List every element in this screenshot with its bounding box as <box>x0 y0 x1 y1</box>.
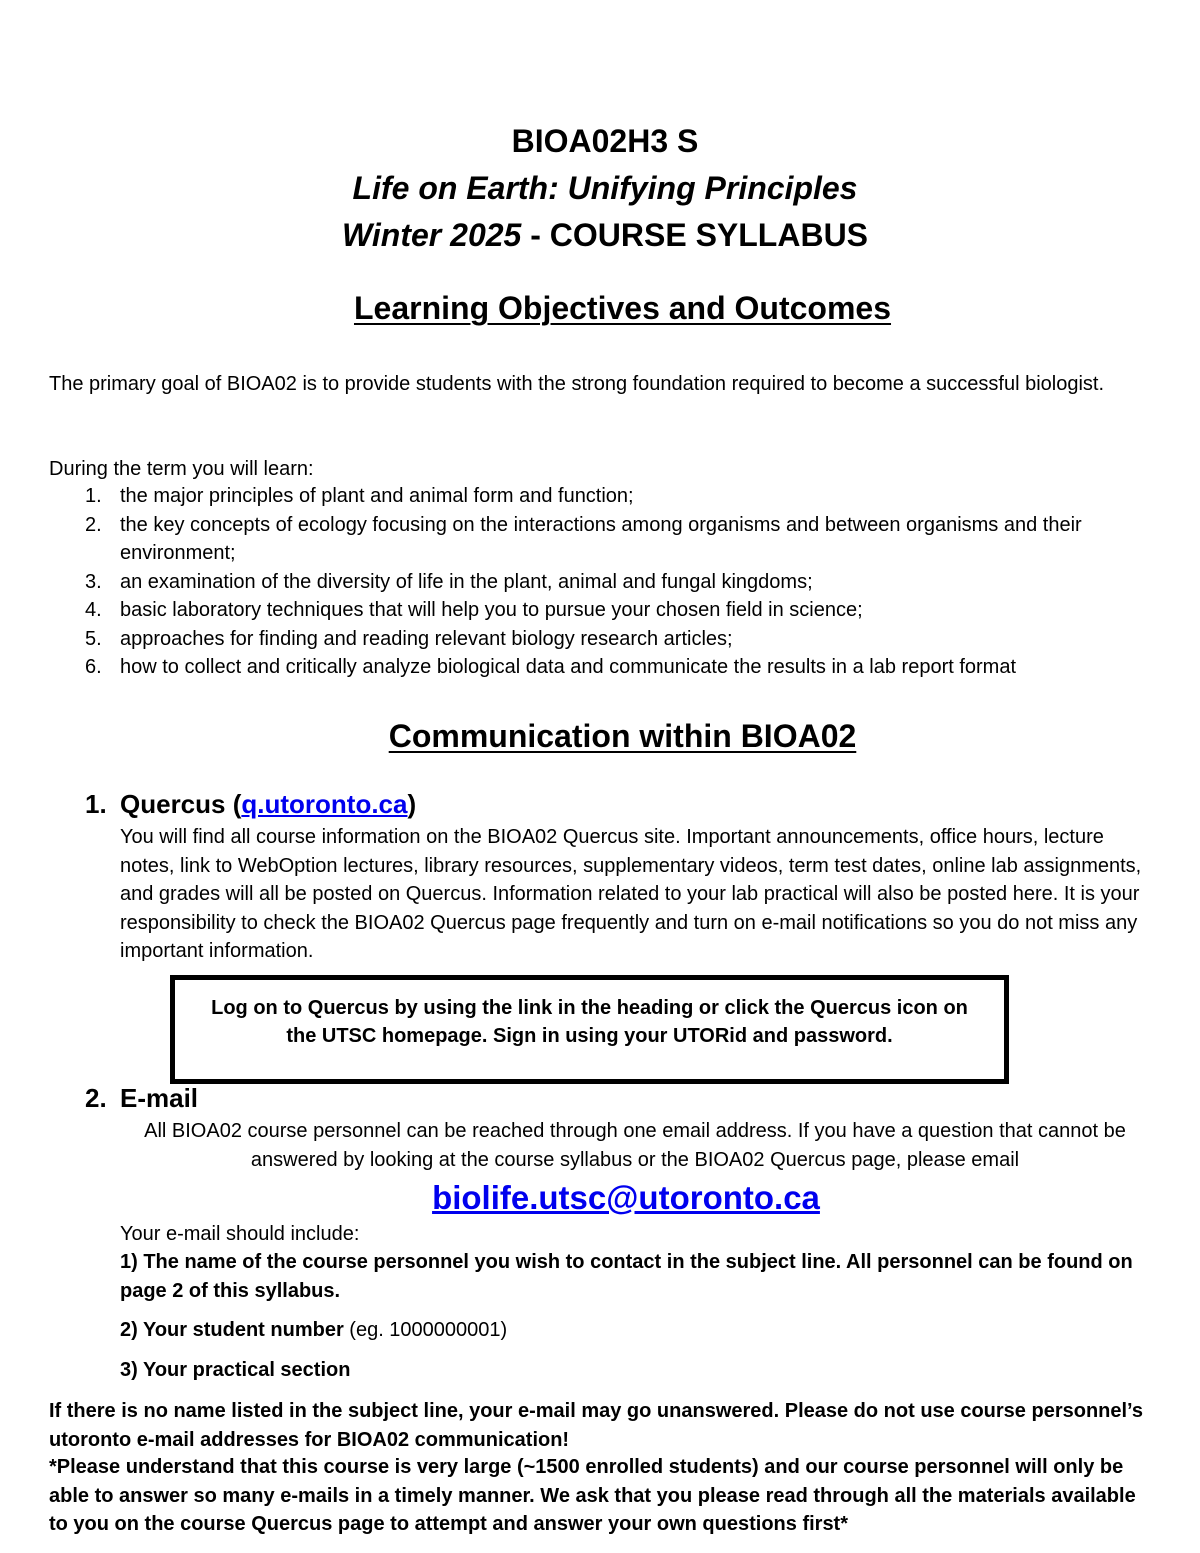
email-warning: If there is no name listed in the subject line, your e-mail may go unanswered. Please do not use course personnel’s utoronto e-mail addresses for BIOA02 communication! <box>49 1400 1143 1451</box>
email-address-link[interactable]: biolife.utsc@utoronto.ca <box>432 1179 820 1216</box>
list-item <box>49 625 1149 654</box>
quercus-body: You will find all course information on the BIOA02 Quercus site. Important announcements, office hours, lecture notes, link to WebOption lectures, library resources, supplementary videos, term test dates, online lab assignments, and grades will all be posted on Quercus. Information related to your lab practical will also be posted here. It is your responsibility to check the BIOA02 Quercus page frequently and turn on e-mail notifications so you do not miss any important information. <box>120 826 1142 962</box>
list-item-text: basic laboratory techniques that will help you to pursue your chosen field in science; <box>120 599 863 621</box>
quercus-link[interactable]: q.utoronto.ca <box>241 789 408 819</box>
list-item <box>49 596 1149 625</box>
email-body: All BIOA02 course personnel can be reached through one email address. If you have a question that cannot be answered by looking at the course syllabus or the BIOA02 Quercus page, please email <box>144 1120 1126 1171</box>
quercus-number: 1. <box>85 789 107 819</box>
list-item-text: approaches for finding and reading relevant biology research articles; <box>120 627 733 650</box>
list-item <box>49 653 1149 682</box>
email-label: E-mail <box>120 1083 199 1113</box>
course-title: Life on Earth: Unifying Principles <box>352 170 858 206</box>
quercus-heading <box>85 787 416 821</box>
title-block <box>0 118 1200 259</box>
list-number: 1. <box>85 485 102 507</box>
email-note: *Please understand that this course is very large (~1500 enrolled students) and our course personnel will only be able to answer so many e-mails in a timely manner. We ask that you please read through all the materials available to you on the course Quercus page to attempt and answer your own questions first* <box>49 1456 1136 1535</box>
term-rest: - COURSE SYLLABUS <box>521 217 869 253</box>
list-item-text: the key concepts of ecology focusing on the interactions among organisms and between organisms and their environment; <box>120 513 1082 564</box>
course-email-link <box>0 1176 1200 1220</box>
list-number: 2. <box>85 513 102 536</box>
email-include-item-1: 1) The name of the course personnel you wish to contact in the subject line. All personnel can be found on page 2 of this syllabus. <box>120 1251 1133 1302</box>
objectives-list <box>49 482 1149 682</box>
list-number: 5. <box>85 627 102 650</box>
include-2-rest: (eg. 1000000001) <box>343 1319 508 1341</box>
email-include-intro: Your e-mail should include: <box>120 1223 360 1245</box>
quercus-login-callout <box>170 975 1009 1084</box>
email-include-item-3: 3) Your practical section <box>120 1359 351 1381</box>
email-heading <box>85 1081 198 1115</box>
list-number: 6. <box>85 656 102 678</box>
learning-intro: The primary goal of BIOA02 is to provide students with the strong foundation required to become a successful biologist. <box>49 373 1105 395</box>
list-item-text: how to collect and critically analyze biological data and communicate the results in a lab report format <box>120 656 1017 678</box>
list-item-text: an examination of the diversity of life in the plant, animal and fungal kingdoms; <box>120 570 813 593</box>
list-item-text: the major principles of plant and animal form and function; <box>120 485 634 507</box>
communication-heading: Communication within BIOA02 <box>388 718 857 754</box>
quercus-label-end: ) <box>407 789 417 819</box>
quercus-label: Quercus ( <box>120 789 242 819</box>
course-code: BIOA02H3 S <box>511 123 699 159</box>
term-italic: Winter 2025 <box>341 217 522 253</box>
list-item <box>49 511 1149 568</box>
list-number: 3. <box>85 570 102 593</box>
learning-list-intro: During the term you will learn: <box>49 458 314 480</box>
learning-objectives-heading: Learning Objectives and Outcomes <box>353 290 892 326</box>
callout-text: Log on to Quercus by using the link in the heading or click the Quercus icon on the UTSC homepage. Sign in using your UTORid and password. <box>211 997 968 1047</box>
list-number: 4. <box>85 599 102 621</box>
include-2-bold: 2) Your student number <box>120 1319 344 1341</box>
list-item <box>49 482 1149 511</box>
email-number: 2. <box>85 1083 107 1113</box>
email-include-item-2 <box>120 1316 1150 1345</box>
list-item <box>49 568 1149 597</box>
term-line <box>0 212 1200 259</box>
